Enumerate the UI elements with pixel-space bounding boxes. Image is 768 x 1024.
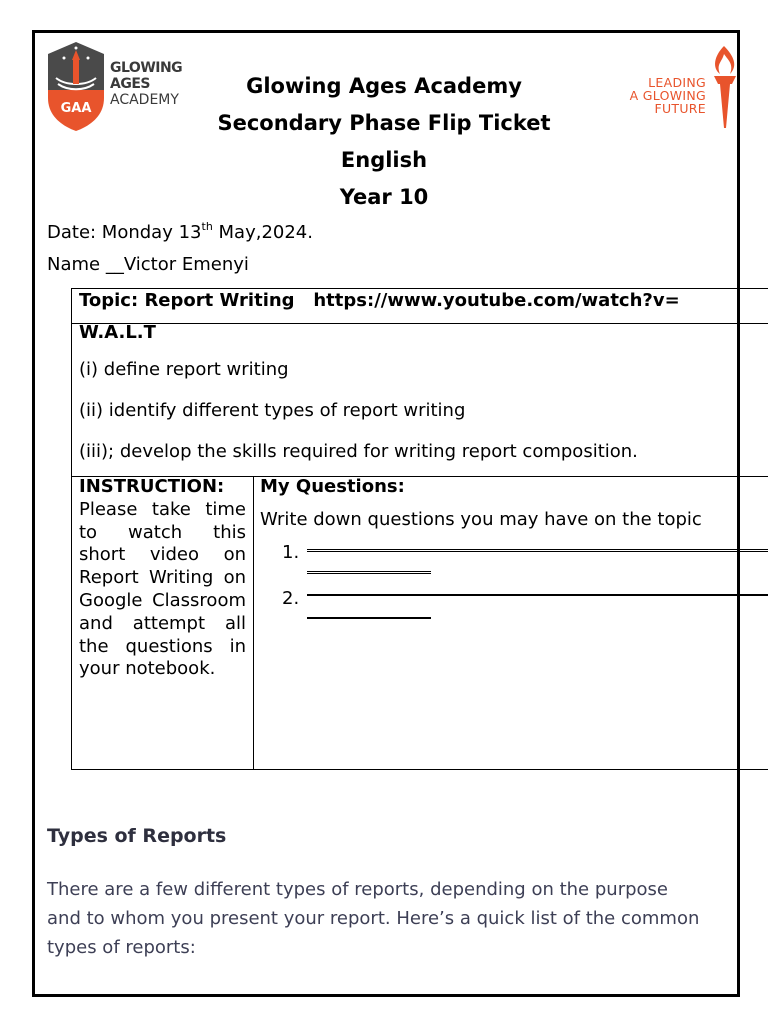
question-2-answer-line-2[interactable] [307, 617, 431, 619]
objective-1: (i) define report writing [79, 359, 289, 380]
question-1-answer-line-2[interactable] [307, 571, 431, 574]
logo-line-1: GLOWING [110, 60, 183, 76]
instruction-row [71, 476, 768, 770]
subject: English [340, 148, 428, 172]
flip-ticket-table [71, 288, 768, 769]
question-1-number: 1. [282, 542, 300, 563]
date-rest: May,2024. [212, 222, 313, 243]
types-heading: Types of Reports [47, 825, 227, 847]
objective-3: (iii); develop the skills required for writing report composition. [79, 441, 638, 462]
instruction-text: Please take time to watch this short video on Report Writing on Google Classroom and attempt all the questions in your notebook. [79, 498, 246, 680]
motto-line-2: A GLOWING [629, 88, 706, 103]
instruction-block [79, 476, 246, 681]
student-name: Name __Victor Emenyi [47, 254, 249, 275]
questions-cell [254, 477, 768, 769]
date-ordinal: th [201, 220, 213, 233]
instruction-label: INSTRUCTION: [79, 476, 225, 497]
date-prefix: Date: Monday 13 [47, 222, 202, 243]
topic-row [71, 288, 768, 324]
ticket-header [150, 68, 618, 216]
ticket-title: Secondary Phase Flip Ticket [217, 111, 551, 135]
date-line [47, 220, 313, 243]
question-2-answer-line[interactable] [307, 594, 768, 596]
question-1-answer-line[interactable] [307, 549, 768, 552]
school-name: Glowing Ages Academy [246, 74, 522, 98]
year-group: Year 10 [339, 185, 429, 209]
badge-text: GAA [60, 101, 92, 116]
questions-heading: My Questions: [260, 476, 405, 497]
motto-text [630, 76, 706, 115]
logo-line-3: ACADEMY [110, 92, 179, 108]
shield-icon [46, 40, 106, 132]
walt-row [71, 323, 768, 477]
motto-logo [602, 44, 742, 130]
question-2-number: 2. [282, 588, 300, 609]
topic-text: Topic: Report Writing https://www.youtube.com/watch?v= [79, 290, 680, 311]
torch-icon [708, 44, 742, 130]
objective-2: (ii) identify different types of report writing [79, 400, 466, 421]
types-paragraph: There are a few different types of reports, depending on the purpose and to whom you present your report. Here’s a quick list of the common types of reports: [47, 879, 700, 958]
motto-line-3: FUTURE [654, 101, 706, 116]
instruction-cell [72, 477, 254, 769]
motto-line-1: LEADING [648, 75, 706, 90]
walt-heading: W.A.L.T [79, 322, 156, 343]
logo-line-2: AGES [110, 76, 150, 92]
questions-prompt: Write down questions you may have on the topic [260, 509, 702, 530]
